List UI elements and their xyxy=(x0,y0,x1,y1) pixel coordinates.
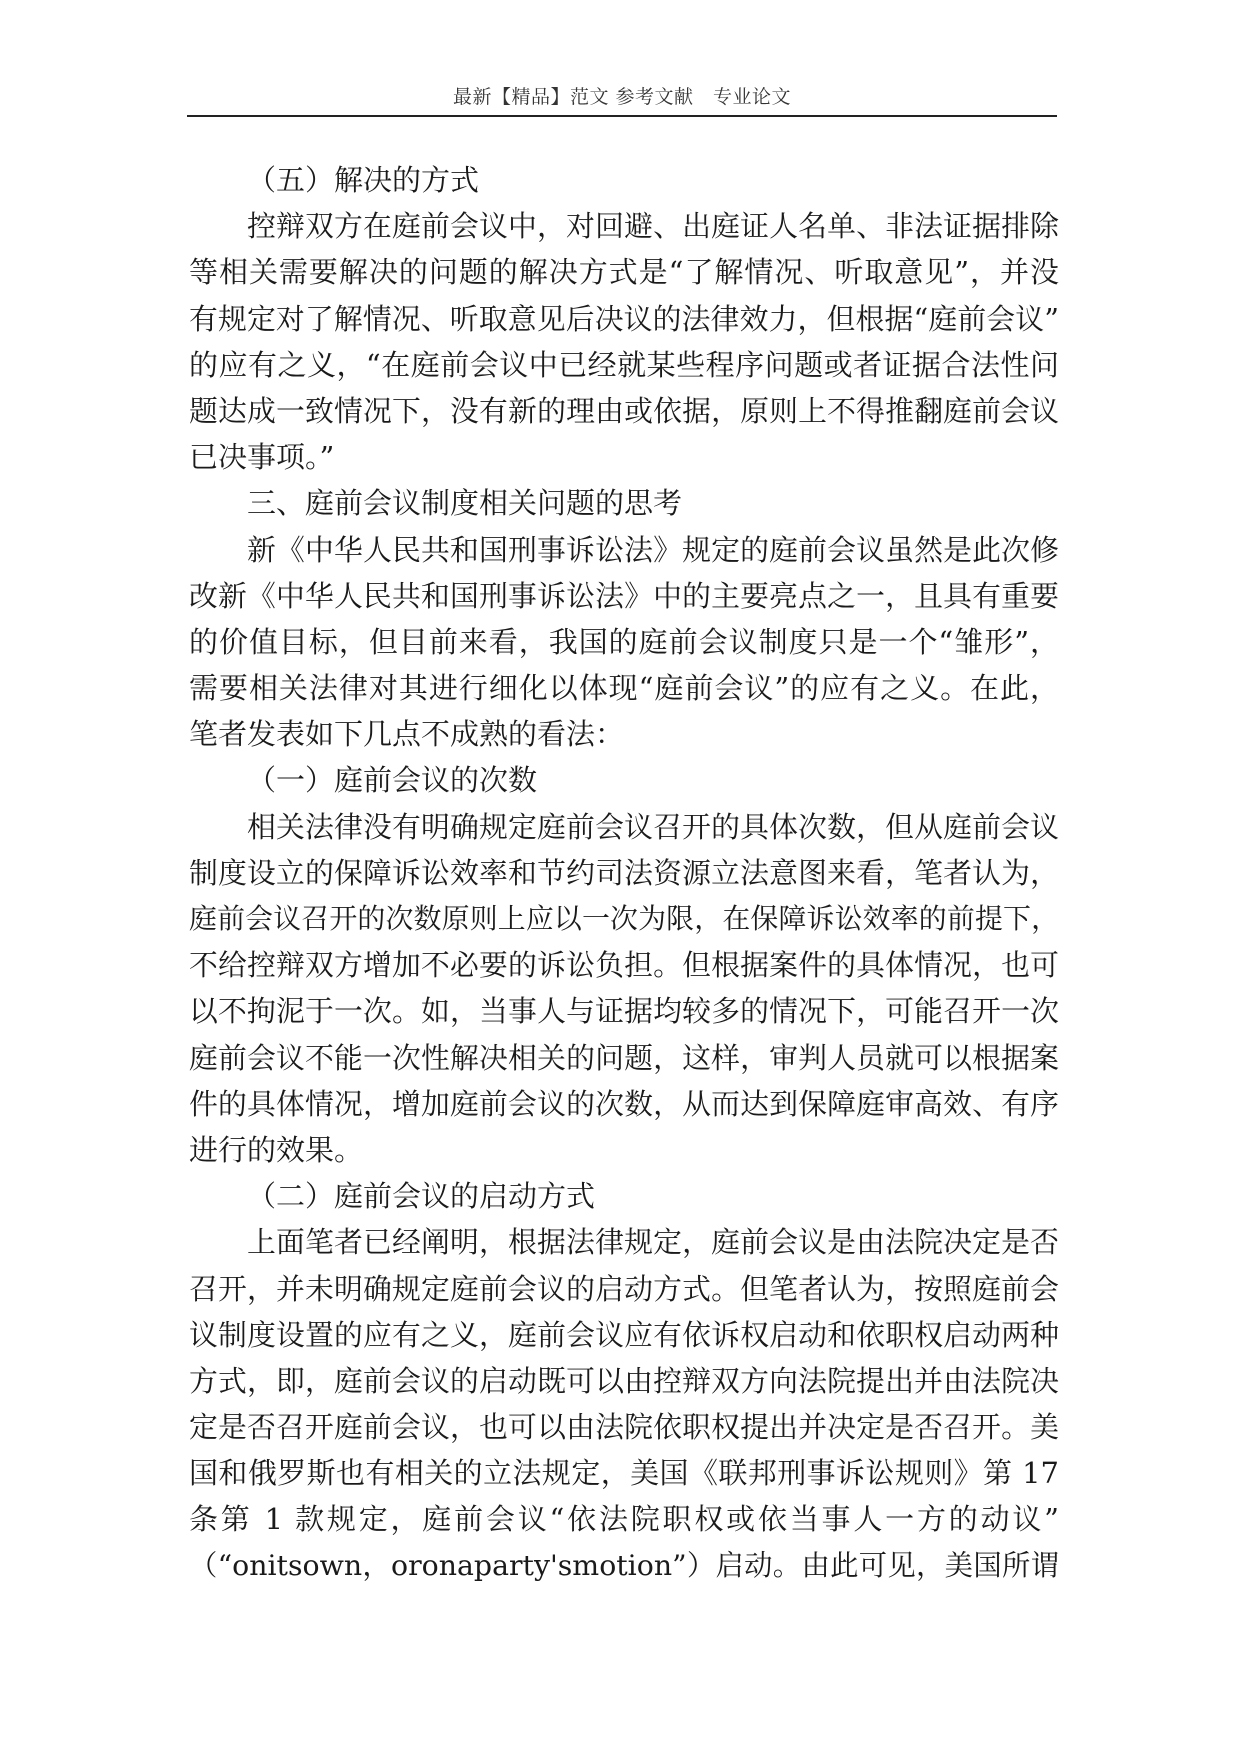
text-line: 有规定对了解情况、听取意见后决议的法律效力，但根据“庭前会议” xyxy=(189,301,1059,336)
text-line: 条第 1 款规定，庭前会议“依法院职权或依当事人一方的动议” xyxy=(189,1502,1059,1537)
text-line: 改新《中华人民共和国刑事诉讼法》中的主要亮点之一，且具有重要 xyxy=(189,578,1059,613)
header-divider xyxy=(187,115,1057,117)
text-line: 庭前会议不能一次性解决相关的问题，这样，审判人员就可以根据案 xyxy=(189,1040,1059,1075)
text-line: 制度设立的保障诉讼效率和节约司法资源立法意图来看，笔者认为， xyxy=(189,855,1059,890)
text-line: 的价值目标，但目前来看，我国的庭前会议制度只是一个“雏形”， xyxy=(189,624,1059,659)
text-line: （二）庭前会议的启动方式 xyxy=(247,1179,596,1214)
text-line: （五）解决的方式 xyxy=(247,163,480,197)
text-line: 不给控辩双方增加不必要的诉讼负担。但根据案件的具体情况，也可 xyxy=(189,948,1059,983)
text-line: 题达成一致情况下，没有新的理由或依据，原则上不得推翻庭前会议 xyxy=(189,393,1059,428)
text-line: （“onitsown，oronaparty'smotion”）启动。由此可见，美国所谓 xyxy=(189,1548,1059,1582)
text-line: 庭前会议召开的次数原则上应以一次为限，在保障诉讼效率的前提下， xyxy=(189,902,1059,935)
text-line: 上面笔者已经阐明，根据法律规定，庭前会议是由法院决定是否 xyxy=(247,1225,1059,1260)
text-line: 等相关需要解决的问题的解决方式是“了解情况、听取意见”，并没 xyxy=(189,255,1059,290)
text-line: 已决事项。” xyxy=(189,440,335,475)
text-line: 议制度设置的应有之义，庭前会议应有依诉权启动和依职权启动两种 xyxy=(189,1317,1059,1352)
text-line: 三、庭前会议制度相关问题的思考 xyxy=(247,486,683,521)
text-line: 新《中华人民共和国刑事诉讼法》规定的庭前会议虽然是此次修 xyxy=(247,532,1059,567)
text-line: 进行的效果。 xyxy=(189,1132,364,1167)
text-line: 相关法律没有明确规定庭前会议召开的具体次数，但从庭前会议 xyxy=(247,809,1059,844)
page-header: 最新【精品】范文 参考文献 专业论文 xyxy=(452,86,792,108)
text-line: 笔者发表如下几点不成熟的看法： xyxy=(189,717,625,752)
body-text xyxy=(189,157,1059,1589)
text-line: 召开，并未明确规定庭前会议的启动方式。但笔者认为，按照庭前会 xyxy=(189,1271,1059,1306)
text-line: 的应有之义，“在庭前会议中已经就某些程序问题或者证据合法性问 xyxy=(189,347,1059,382)
text-line: 方式，即，庭前会议的启动既可以由控辩双方向法院提出并由法院决 xyxy=(189,1363,1059,1398)
text-line: 件的具体情况，增加庭前会议的次数，从而达到保障庭审高效、有序 xyxy=(189,1086,1059,1121)
text-line: （一）庭前会议的次数 xyxy=(247,763,538,798)
text-line: 以不拘泥于一次。如，当事人与证据均较多的情况下，可能召开一次 xyxy=(189,994,1059,1029)
text-line: 需要相关法律对其进行细化以体现“庭前会议”的应有之义。在此， xyxy=(189,671,1059,706)
text-line: 国和俄罗斯也有相关的立法规定，美国《联邦刑事诉讼规则》第 17 xyxy=(189,1456,1059,1491)
text-line: 控辩双方在庭前会议中，对回避、出庭证人名单、非法证据排除 xyxy=(247,209,1059,244)
text-line: 定是否召开庭前会议，也可以由法院依职权提出并决定是否召开。美 xyxy=(189,1410,1059,1445)
